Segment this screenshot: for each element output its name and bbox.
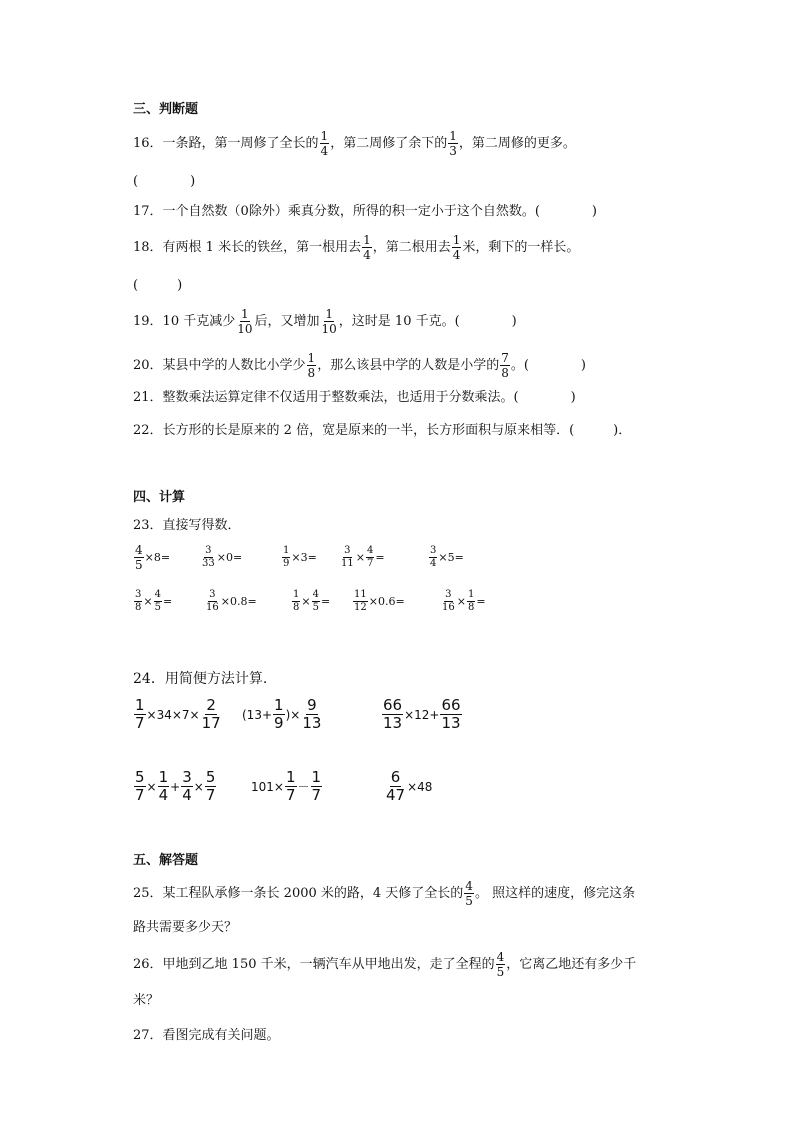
fraction: $\frac{1}{4}$: [320, 129, 329, 158]
answer-paren-18[interactable]: ( ): [133, 278, 183, 293]
section-title-judge: 三、判断题: [133, 102, 199, 117]
fraction: $\frac{1}{4}$: [452, 233, 461, 262]
question-17: 17．一个自然数（0除外）乘真分数，所得的积一定小于这个自然数。( ): [133, 204, 597, 219]
fraction: $\frac{4}{5}$: [496, 950, 505, 979]
question-21: 21．整数乘法运算定律不仅适用于整数乘法，也适用于分数乘法。( ): [133, 390, 576, 405]
question-27: 27．看图完成有关问题。: [133, 1028, 280, 1043]
question-25: 25．某工程队承修一条长 2000 米的路，4 天修了全长的 $\frac{4}{5}$ 。 照这样的速度，修完这条: [133, 879, 636, 908]
section-title-calc: 四、计算: [133, 490, 186, 505]
q16-text-a: 16．一条路，第一周修了全长的: [133, 136, 319, 151]
oral-item: $\frac{3}{11}$ × $\frac{4}{7}$ =: [341, 545, 385, 569]
oral-item: $\frac{4}{5}$ ×8=: [135, 543, 171, 572]
fraction: $\frac{1}{8}$: [307, 351, 316, 380]
fraction: $\frac{4}{5}$: [465, 879, 473, 908]
question-26: 26．甲地到乙地 150 千米，一辆汽车从甲地出发，走了全程的 $\frac{4}{5}$ ，它离乙地还有多少千: [133, 950, 637, 979]
simplify-expression: (13+ $\frac{1}{9}$ )× $\frac{9}{13}$: [242, 696, 322, 732]
fraction: $\frac{1}{3}$: [449, 129, 457, 158]
question-23-title: 23．直接写得数．: [133, 518, 241, 533]
oral-item: $\frac{3}{4}$ ×5=: [430, 545, 464, 569]
simplify-expression: $\frac{5}{7}$ × $\frac{1}{4}$ + $\frac{3}{4}$ × $\frac{5}{7}$: [135, 768, 216, 804]
simplify-expression: $\frac{66}{13}$ ×12+ $\frac{66}{13}$: [383, 696, 461, 732]
simplify-expression: $\frac{1}{7}$ ×34×7× $\frac{2}{17}$: [135, 696, 221, 732]
oral-item: $\frac{1}{8}$ × $\frac{4}{5}$ =: [293, 589, 331, 613]
question-24-title: 24．用简便方法计算.: [133, 671, 268, 687]
fraction: $\frac{1}{4}$: [363, 233, 371, 262]
oral-item: $\frac{1}{9}$ ×3=: [283, 545, 317, 569]
question-22: 22．长方形的长是原来的 2 倍，宽是原来的一半，长方形面积与原来相等．( )．: [133, 423, 632, 438]
simplify-expression: 101× $\frac{1}{7}$ － $\frac{1}{7}$: [251, 768, 322, 804]
oral-item: $\frac{3}{16}$ × $\frac{1}{8}$ =: [442, 589, 486, 613]
question-16: [133, 130, 576, 157]
section-title-solve: 五、解答题: [133, 853, 199, 868]
q16-text-b: ，第二周修了余下的: [330, 136, 448, 151]
question-19: 19．10 千克减少 $\frac{1}{10}$ 后，又增加 $\frac{1}{10}$ ，这时是 10 千克。( ): [133, 307, 517, 336]
question-25-cont: 路共需要多少天？: [133, 920, 238, 935]
q16-text-c: ，第二周修的更多。: [458, 136, 576, 151]
fraction: $\frac{1}{10}$: [321, 307, 337, 336]
answer-paren-16[interactable]: ( ): [133, 174, 196, 189]
oral-item: $\frac{3}{33}$ ×0=: [202, 545, 243, 569]
oral-item: $\frac{11}{12}$ ×0.6=: [354, 589, 405, 613]
oral-item: $\frac{3}{8}$ × $\frac{4}{5}$ =: [135, 589, 173, 613]
question-26-cont: 米？: [133, 993, 160, 1008]
question-20: 20．某县中学的人数比小学少 $\frac{1}{8}$ ，那么该县中学的人数是小学的 $\frac{7}{8}$ 。( ): [133, 351, 586, 380]
fraction: $\frac{7}{8}$: [501, 351, 509, 380]
simplify-expression: $\frac{6}{47}$ ×48: [386, 768, 433, 804]
question-18: 18．有两根 1 米长的铁丝，第一根用去 $\frac{1}{4}$ ，第二根用去 $\frac{1}{4}$ 米，剩下的一样长。: [133, 233, 580, 262]
oral-item: $\frac{3}{16}$ ×0.8=: [206, 589, 257, 613]
fraction: $\frac{1}{10}$: [237, 307, 253, 336]
